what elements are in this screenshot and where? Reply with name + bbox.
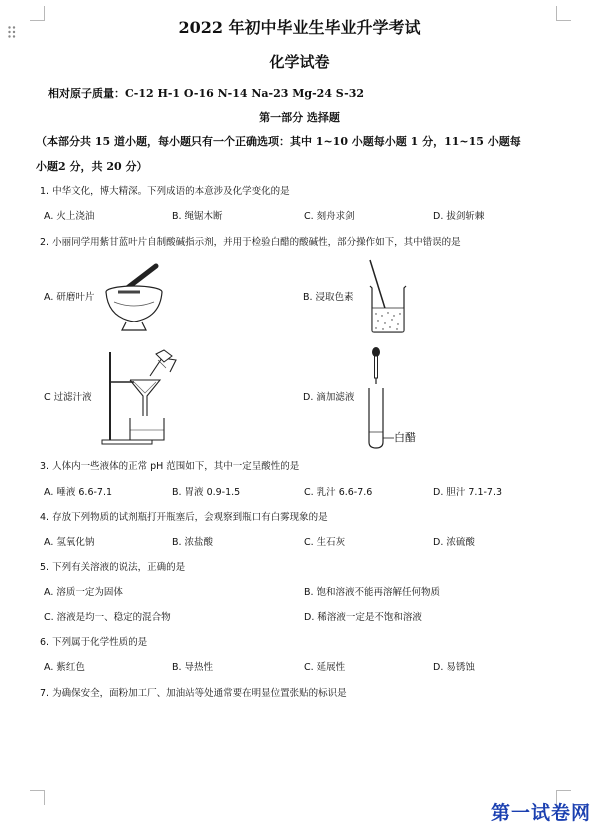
crop-mark-top-right xyxy=(556,6,571,21)
part-title: 第一部分 选择题 xyxy=(259,111,340,124)
q2-option-c: C 过滤汁液 xyxy=(44,392,92,403)
q3-option-b: B. 胃液 0.9-1.5 xyxy=(172,487,241,498)
watermark-logo: 第一试卷网 xyxy=(490,802,591,824)
question-5-stem: 5. 下列有关溶液的说法，正确的是 xyxy=(40,562,186,573)
question-2-stem: 2. 小丽同学用紫甘蓝叶片自制酸碱指示剂，并用于检验白醋的酸碱性，部分操作如下，其中错误的是 xyxy=(40,237,461,248)
q4-option-d: D. 浓硫酸 xyxy=(433,537,475,548)
q2-option-d: D. 滴加滤液 xyxy=(303,392,355,403)
q4-option-a: A. 氢氧化钠 xyxy=(44,537,95,548)
q1-option-b: B. 绳锯木断 xyxy=(172,211,223,222)
q4-option-b: B. 浓盐酸 xyxy=(172,537,214,548)
question-1-stem: 1. 中华文化，博大精深。下列成语的本意涉及化学变化的是 xyxy=(40,186,290,197)
q2-option-b: B. 浸取色素 xyxy=(303,292,354,303)
question-6-stem: 6. 下列属于化学性质的是 xyxy=(40,637,148,648)
q6-option-d: D. 易锈蚀 xyxy=(433,662,475,673)
q3-option-a: A. 唾液 6.6-7.1 xyxy=(44,487,113,498)
filtration-figure xyxy=(100,346,180,446)
white-vinegar-label: 白醋 xyxy=(394,431,416,444)
q3-option-c: C. 乳汁 6.6-7.6 xyxy=(304,487,373,498)
instruction-line-2: 小题2 分，共 20 分） xyxy=(36,160,148,173)
beaker-rod-figure xyxy=(366,258,410,334)
atomic-masses: 相对原子质量：C-12 H-1 O-16 N-14 Na-23 Mg-24 S-32 xyxy=(48,87,365,100)
q5-option-a: A. 溶质一定为固体 xyxy=(44,587,123,598)
q5-option-b: B. 饱和溶液不能再溶解任何物质 xyxy=(304,587,441,598)
q3-option-d: D. 胆汁 7.1-7.3 xyxy=(433,487,503,498)
question-3-stem: 3. 人体内一些液体的正常 pH 范围如下，其中一定呈酸性的是 xyxy=(40,461,300,472)
instruction-line-1: （本部分共 15 道小题，每小题只有一个正确选项：其中 1~10 小题每小题 1 分，11~15 小题每 xyxy=(36,135,521,148)
q2-option-a: A. 研磨叶片 xyxy=(44,292,95,303)
q5-option-d: D. 稀溶液一定是不饱和溶液 xyxy=(304,612,422,623)
q6-option-c: C. 延展性 xyxy=(304,662,346,673)
exam-title: 2022 年初中毕业生毕业升学考试 xyxy=(178,18,421,37)
exam-subtitle: 化学试卷 xyxy=(269,53,330,71)
question-7-stem: 7. 为确保安全，面粉加工厂、加油站等处通常要在明显位置张贴的标识是 xyxy=(40,688,347,699)
q1-option-a: A. 火上浇油 xyxy=(44,211,95,222)
q6-option-a: A. 紫红色 xyxy=(44,662,85,673)
q1-option-c: C. 刻舟求剑 xyxy=(304,211,355,222)
question-4-stem: 4. 存放下列物质的试剂瓶打开瓶塞后，会观察到瓶口有白雾现象的是 xyxy=(40,512,328,523)
q5-option-c: C. 溶液是均一、稳定的混合物 xyxy=(44,612,171,623)
q6-option-b: B. 导热性 xyxy=(172,662,214,673)
q4-option-c: C. 生石灰 xyxy=(304,537,346,548)
mortar-pestle-figure xyxy=(100,262,170,334)
crop-mark-bottom-left xyxy=(30,790,45,805)
q1-option-d: D. 拔剑斩棘 xyxy=(433,211,485,222)
crop-mark-top-left xyxy=(30,6,45,21)
